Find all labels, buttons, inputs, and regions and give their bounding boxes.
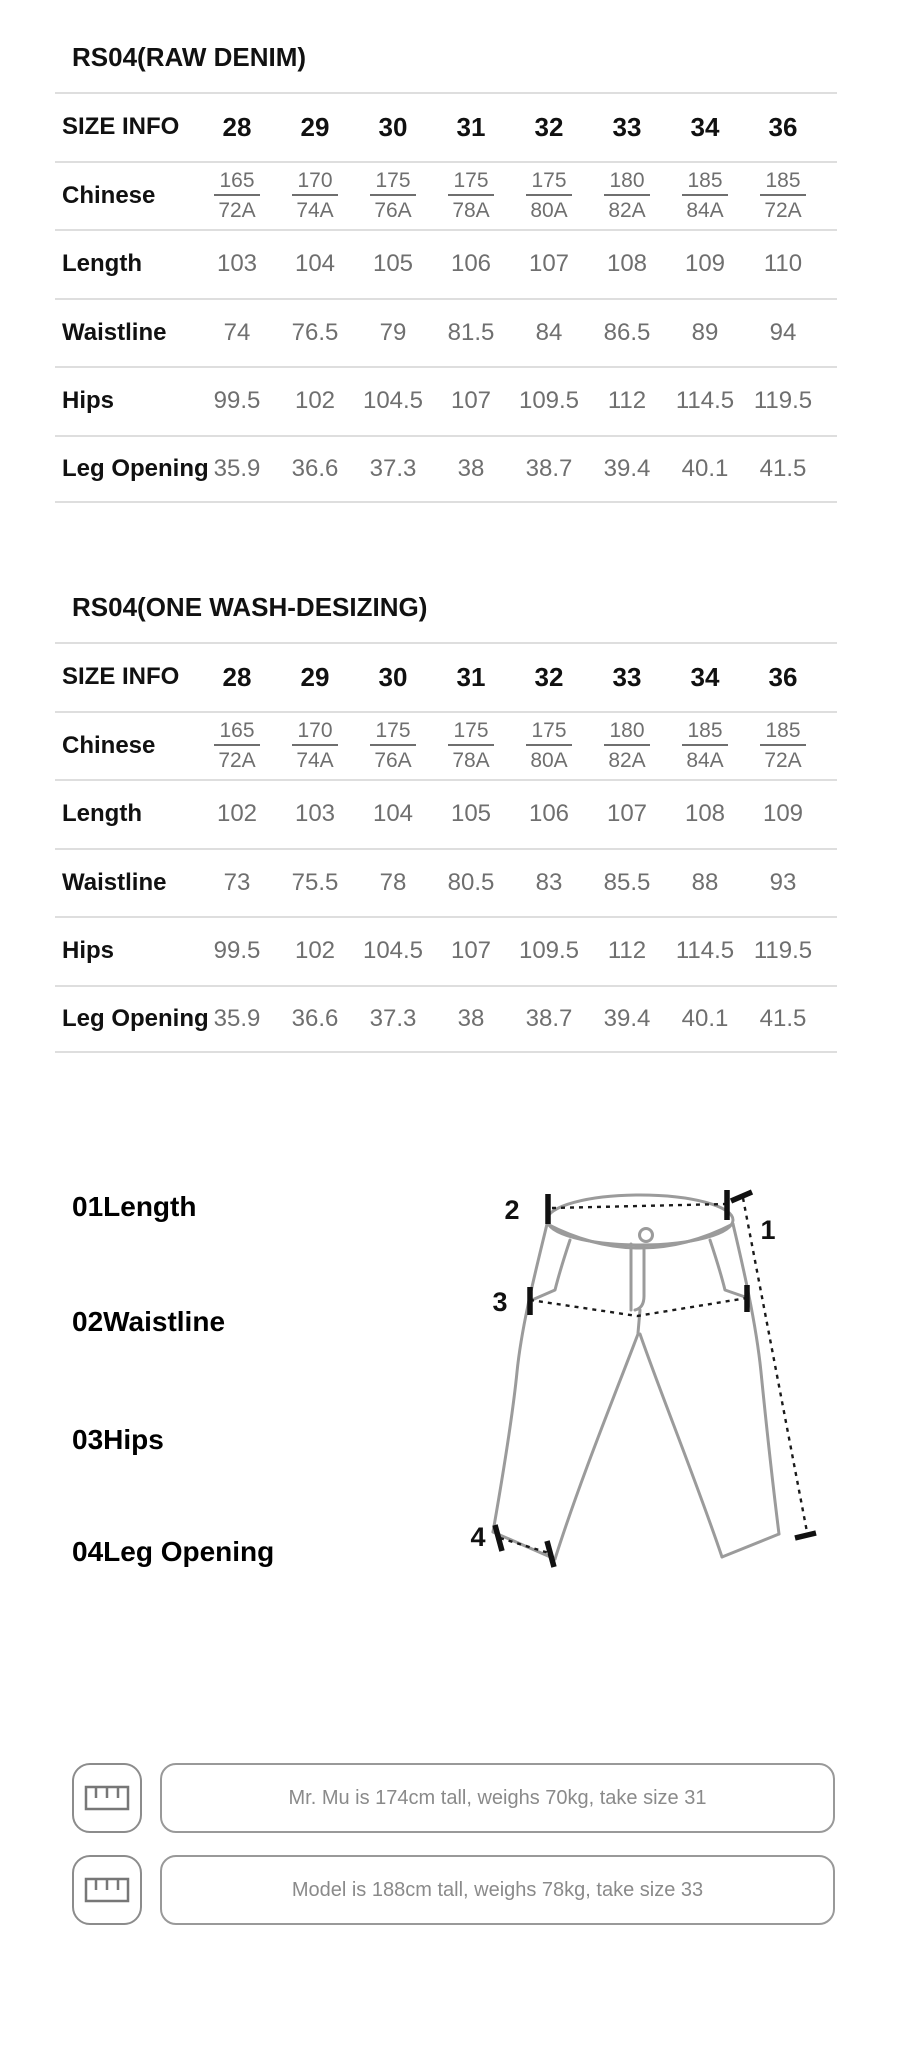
table-cell: 93: [769, 868, 797, 896]
button: [640, 1229, 653, 1242]
table-cell: 119.5: [753, 937, 813, 965]
table-cell: 37.3: [369, 1004, 417, 1032]
diagram-marker-4: 4: [470, 1522, 486, 1552]
table-cell: 76.5: [291, 318, 339, 346]
fit-note-row: [72, 1855, 835, 1925]
size-column-header: 33: [612, 661, 642, 692]
chinese-size-fraction: [510, 719, 588, 772]
row-label: Hips: [62, 937, 115, 965]
table-row: [55, 366, 837, 435]
fly-right-line: [635, 1246, 644, 1310]
fraction-numerator: 185: [682, 169, 727, 196]
table-cell: 104: [372, 800, 414, 828]
row-label: Length: [62, 800, 142, 828]
left-pocket: [532, 1240, 570, 1300]
table-cell: 40.1: [681, 454, 729, 482]
ruler-icon-box: [72, 1855, 142, 1925]
size-column-header: 34: [690, 111, 720, 142]
fraction-denominator: 84A: [686, 749, 724, 773]
size-column-header: 30: [378, 661, 408, 692]
legend-item-leg-opening: 04Leg Opening: [72, 1536, 275, 1567]
table-cell: 106: [450, 250, 492, 278]
fit-note-row: [72, 1763, 835, 1833]
tick-length-top: [731, 1192, 752, 1201]
table-cell: 105: [372, 250, 414, 278]
table-cell: 107: [450, 937, 492, 965]
size-column-header: 36: [768, 661, 798, 692]
table-row: [55, 916, 837, 985]
table-cell: 107: [528, 250, 570, 278]
table-cell: 114.5: [675, 937, 735, 965]
table-cell: 114.5: [675, 387, 735, 415]
fraction-denominator: 80A: [530, 199, 568, 223]
chinese-size-fraction: [198, 169, 276, 222]
chinese-size-fraction: [354, 719, 432, 772]
table-cell: 107: [450, 387, 492, 415]
fraction-numerator: 185: [682, 719, 727, 746]
table-title-one-wash: RS04(ONE WASH-DESIZING): [72, 592, 428, 622]
table-cell: 102: [294, 387, 336, 415]
row-label: Chinese: [62, 731, 156, 759]
table-cell: 79: [379, 318, 407, 346]
left-inseam: [555, 1334, 638, 1559]
table-cell: 89: [691, 318, 719, 346]
table-cell: 109.5: [518, 387, 580, 415]
fraction-numerator: 175: [448, 719, 493, 746]
fit-note-text: Model is 188cm tall, weighs 78kg, take size 33: [160, 1855, 835, 1925]
diagram-marker-1: 1: [760, 1215, 776, 1245]
table-cell: 74: [223, 318, 251, 346]
table-cell: 37.3: [369, 454, 417, 482]
table-cell: 102: [216, 800, 258, 828]
table-cell: 86.5: [603, 318, 651, 346]
fraction-numerator: 175: [370, 719, 415, 746]
row-label: Waistline: [62, 868, 167, 896]
fraction-denominator: 72A: [218, 199, 256, 223]
fraction-denominator: 84A: [686, 199, 724, 223]
ruler-icon: [84, 1877, 130, 1903]
chinese-size-fraction: [666, 169, 744, 222]
table-cell: 103: [216, 250, 258, 278]
chinese-size-fraction: [354, 169, 432, 222]
table-cell: 88: [691, 868, 719, 896]
fraction-denominator: 76A: [374, 199, 412, 223]
fraction-numerator: 180: [604, 719, 649, 746]
table-row: [55, 298, 837, 367]
legend-item-length: 01Length: [72, 1191, 197, 1222]
table-cell: 38.7: [525, 1004, 573, 1032]
size-column-header: 29: [300, 111, 330, 142]
size-column-header: 32: [534, 661, 564, 692]
table-cell: 81.5: [447, 318, 495, 346]
diagram-marker-3: 3: [492, 1287, 508, 1317]
fraction-denominator: 74A: [296, 749, 334, 773]
chinese-size-fraction: [432, 169, 510, 222]
right-inseam: [640, 1334, 722, 1557]
table-cell: 38.7: [525, 454, 573, 482]
size-info-header: SIZE INFO: [62, 663, 180, 691]
fraction-denominator: 78A: [452, 749, 490, 773]
table-cell: 73: [223, 868, 251, 896]
table-cell: 109: [762, 800, 804, 828]
size-column-header: 33: [612, 111, 642, 142]
table-header-row: [55, 642, 837, 711]
fraction-numerator: 185: [760, 719, 805, 746]
fraction-denominator: 82A: [608, 199, 646, 223]
table-cell: 41.5: [759, 454, 807, 482]
fraction-numerator: 175: [526, 719, 571, 746]
fraction-denominator: 72A: [764, 749, 802, 773]
fraction-denominator: 82A: [608, 749, 646, 773]
table-cell: 119.5: [753, 387, 813, 415]
row-label: Chinese: [62, 181, 156, 209]
diagram-marker-2: 2: [504, 1195, 520, 1225]
table-cell: 75.5: [291, 868, 339, 896]
fraction-denominator: 72A: [218, 749, 256, 773]
fraction-numerator: 175: [370, 169, 415, 196]
table-row: [55, 435, 837, 504]
tick-length-bottom: [795, 1533, 816, 1538]
size-column-header: 28: [222, 661, 252, 692]
left-outer-seam: [493, 1224, 547, 1532]
row-label: Waistline: [62, 318, 167, 346]
table-cell: 103: [294, 800, 336, 828]
table-cell: 38: [457, 454, 485, 482]
fraction-denominator: 74A: [296, 199, 334, 223]
fraction-numerator: 175: [448, 169, 493, 196]
fraction-numerator: 175: [526, 169, 571, 196]
table-cell: 39.4: [603, 1004, 651, 1032]
row-label: Leg Opening: [62, 454, 209, 482]
table-cell: 84: [535, 318, 563, 346]
table-cell: 112: [607, 387, 647, 415]
chinese-size-fraction: [744, 719, 822, 772]
table-cell: 94: [769, 318, 797, 346]
size-column-header: 32: [534, 111, 564, 142]
legend-item-hips: 03Hips: [72, 1424, 164, 1455]
table-cell: 38: [457, 1004, 485, 1032]
size-table-raw-denim: [55, 92, 837, 503]
table-cell: 36.6: [291, 1004, 339, 1032]
fraction-denominator: 72A: [764, 199, 802, 223]
measure-line-waist: [552, 1204, 726, 1208]
table-row: [55, 229, 837, 298]
tick-leg-left: [495, 1525, 502, 1551]
ruler-icon: [84, 1785, 130, 1811]
table-cell: 80.5: [447, 868, 495, 896]
fraction-numerator: 170: [292, 719, 337, 746]
table-cell: 109.5: [518, 937, 580, 965]
table-cell: 108: [684, 800, 726, 828]
table-cell: 36.6: [291, 454, 339, 482]
table-title-raw-denim: RS04(RAW DENIM): [72, 42, 307, 72]
size-column-header: 29: [300, 661, 330, 692]
table-cell: 104: [294, 250, 336, 278]
fraction-numerator: 165: [214, 719, 259, 746]
fraction-numerator: 180: [604, 169, 649, 196]
front-seam: [638, 1310, 640, 1333]
chinese-size-fraction: [276, 169, 354, 222]
table-cell: 112: [607, 937, 647, 965]
fraction-denominator: 78A: [452, 199, 490, 223]
table-cell: 99.5: [213, 937, 261, 965]
table-cell: 41.5: [759, 1004, 807, 1032]
table-row: [55, 848, 837, 917]
table-cell: 102: [294, 937, 336, 965]
table-cell: 78: [379, 868, 407, 896]
fraction-numerator: 185: [760, 169, 805, 196]
size-column-header: 34: [690, 661, 720, 692]
table-cell: 40.1: [681, 1004, 729, 1032]
size-column-header: 30: [378, 111, 408, 142]
chinese-size-fraction: [276, 719, 354, 772]
chinese-size-fraction: [198, 719, 276, 772]
table-row: [55, 711, 837, 780]
table-row: [55, 779, 837, 848]
row-label: Hips: [62, 387, 115, 415]
size-column-header: 36: [768, 111, 798, 142]
chinese-size-fraction: [744, 169, 822, 222]
chinese-size-fraction: [432, 719, 510, 772]
table-cell: 104.5: [362, 387, 424, 415]
table-cell: 110: [763, 250, 803, 278]
ruler-icon-box: [72, 1763, 142, 1833]
table-cell: 106: [528, 800, 570, 828]
chinese-size-fraction: [588, 169, 666, 222]
measure-line-length: [743, 1198, 807, 1532]
table-cell: 85.5: [603, 868, 651, 896]
size-column-header: 31: [456, 111, 486, 142]
fraction-denominator: 76A: [374, 749, 412, 773]
legend-item-waistline: 02Waistline: [72, 1306, 226, 1337]
chinese-size-fraction: [588, 719, 666, 772]
row-label: Length: [62, 250, 142, 278]
table-header-row: [55, 92, 837, 161]
fraction-numerator: 165: [214, 169, 259, 196]
table-cell: 104.5: [362, 937, 424, 965]
table-cell: 105: [450, 800, 492, 828]
pants-measurement-diagram: [460, 1140, 900, 1580]
table-row: [55, 985, 837, 1054]
tick-leg-right: [547, 1541, 554, 1567]
table-cell: 99.5: [213, 387, 261, 415]
size-info-header: SIZE INFO: [62, 113, 180, 141]
row-label: Leg Opening: [62, 1004, 209, 1032]
chinese-size-fraction: [666, 719, 744, 772]
table-row: [55, 161, 837, 230]
size-column-header: 31: [456, 661, 486, 692]
table-cell: 107: [606, 800, 648, 828]
table-cell: 109: [684, 250, 726, 278]
fraction-denominator: 80A: [530, 749, 568, 773]
table-cell: 39.4: [603, 454, 651, 482]
fraction-numerator: 170: [292, 169, 337, 196]
table-cell: 108: [606, 250, 648, 278]
right-hem: [722, 1534, 779, 1557]
measure-line-leg-opening: [500, 1538, 552, 1554]
fit-note-text: Mr. Mu is 174cm tall, weighs 70kg, take size 31: [160, 1763, 835, 1833]
table-cell: 83: [535, 868, 563, 896]
size-column-header: 28: [222, 111, 252, 142]
table-cell: 35.9: [213, 454, 261, 482]
table-cell: 35.9: [213, 1004, 261, 1032]
size-table-one-wash: [55, 642, 837, 1053]
chinese-size-fraction: [510, 169, 588, 222]
